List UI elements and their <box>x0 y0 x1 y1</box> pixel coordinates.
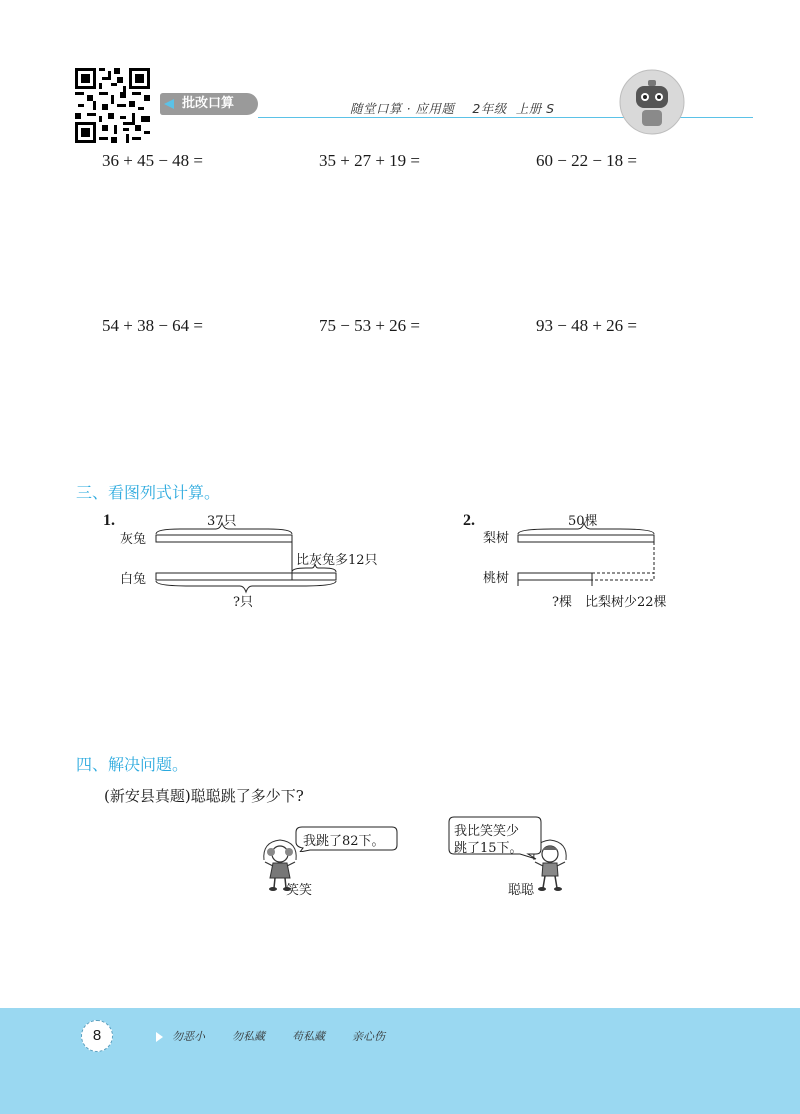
equation: 54 + 38 − 64 = <box>102 316 204 335</box>
label-unknown-1: ?只 <box>233 595 253 610</box>
bubble-text-right-line2: 跳了15下。 <box>454 841 523 856</box>
equation: 36 + 45 − 48 = <box>102 151 204 170</box>
bar-diagram-trees <box>512 520 672 600</box>
label-50: 50棵 <box>568 514 598 529</box>
play-arrow-icon <box>156 1032 163 1042</box>
label-grey-rabbit: 灰兔 <box>120 532 147 547</box>
bubble-text-left: 我跳了82下。 <box>303 834 385 849</box>
label-white-rabbit: 白兔 <box>120 572 147 587</box>
footer-band <box>0 1008 800 1114</box>
bubble-text-right-line1: 我比笑笑少 <box>454 824 520 839</box>
qr-code <box>75 68 150 143</box>
name-congcong: 聪聪 <box>508 883 535 898</box>
page-number: 8 <box>81 1020 113 1052</box>
equation: 60 − 22 − 18 = <box>536 151 638 170</box>
header-title: 随堂口算 · 应用题 2年级 上册 S <box>350 101 555 116</box>
name-xiaoxiao: 笑笑 <box>286 883 313 898</box>
tab-label: 批改口算 <box>182 96 235 111</box>
problem-1-number: 1. <box>103 512 115 529</box>
label-difference-1: 比灰兔多12只 <box>296 553 378 568</box>
robot-mascot-icon <box>618 68 686 136</box>
section-4-heading: 四、解决问题。 <box>76 755 189 774</box>
footer-motto: 勿恶小 勿私藏 苟私藏 亲心伤 <box>172 1030 385 1043</box>
equation: 93 − 48 + 26 = <box>536 316 638 335</box>
label-37: 37只 <box>207 514 237 529</box>
equation: 75 − 53 + 26 = <box>319 316 421 335</box>
question-text: (新安县真题)聪聪跳了多少下? <box>104 787 304 805</box>
problem-2-number: 2. <box>463 512 475 529</box>
label-peach-tree: 桃树 <box>483 571 510 586</box>
label-unknown-2: ?棵 <box>552 595 572 610</box>
label-pear-tree: 梨树 <box>483 531 510 546</box>
triangle-left-icon <box>162 97 176 111</box>
label-difference-2: 比梨树少22棵 <box>585 595 667 610</box>
bar-diagram-rabbits <box>150 520 350 600</box>
equation: 35 + 27 + 19 = <box>319 151 421 170</box>
section-3-heading: 三、看图列式计算。 <box>76 483 221 502</box>
